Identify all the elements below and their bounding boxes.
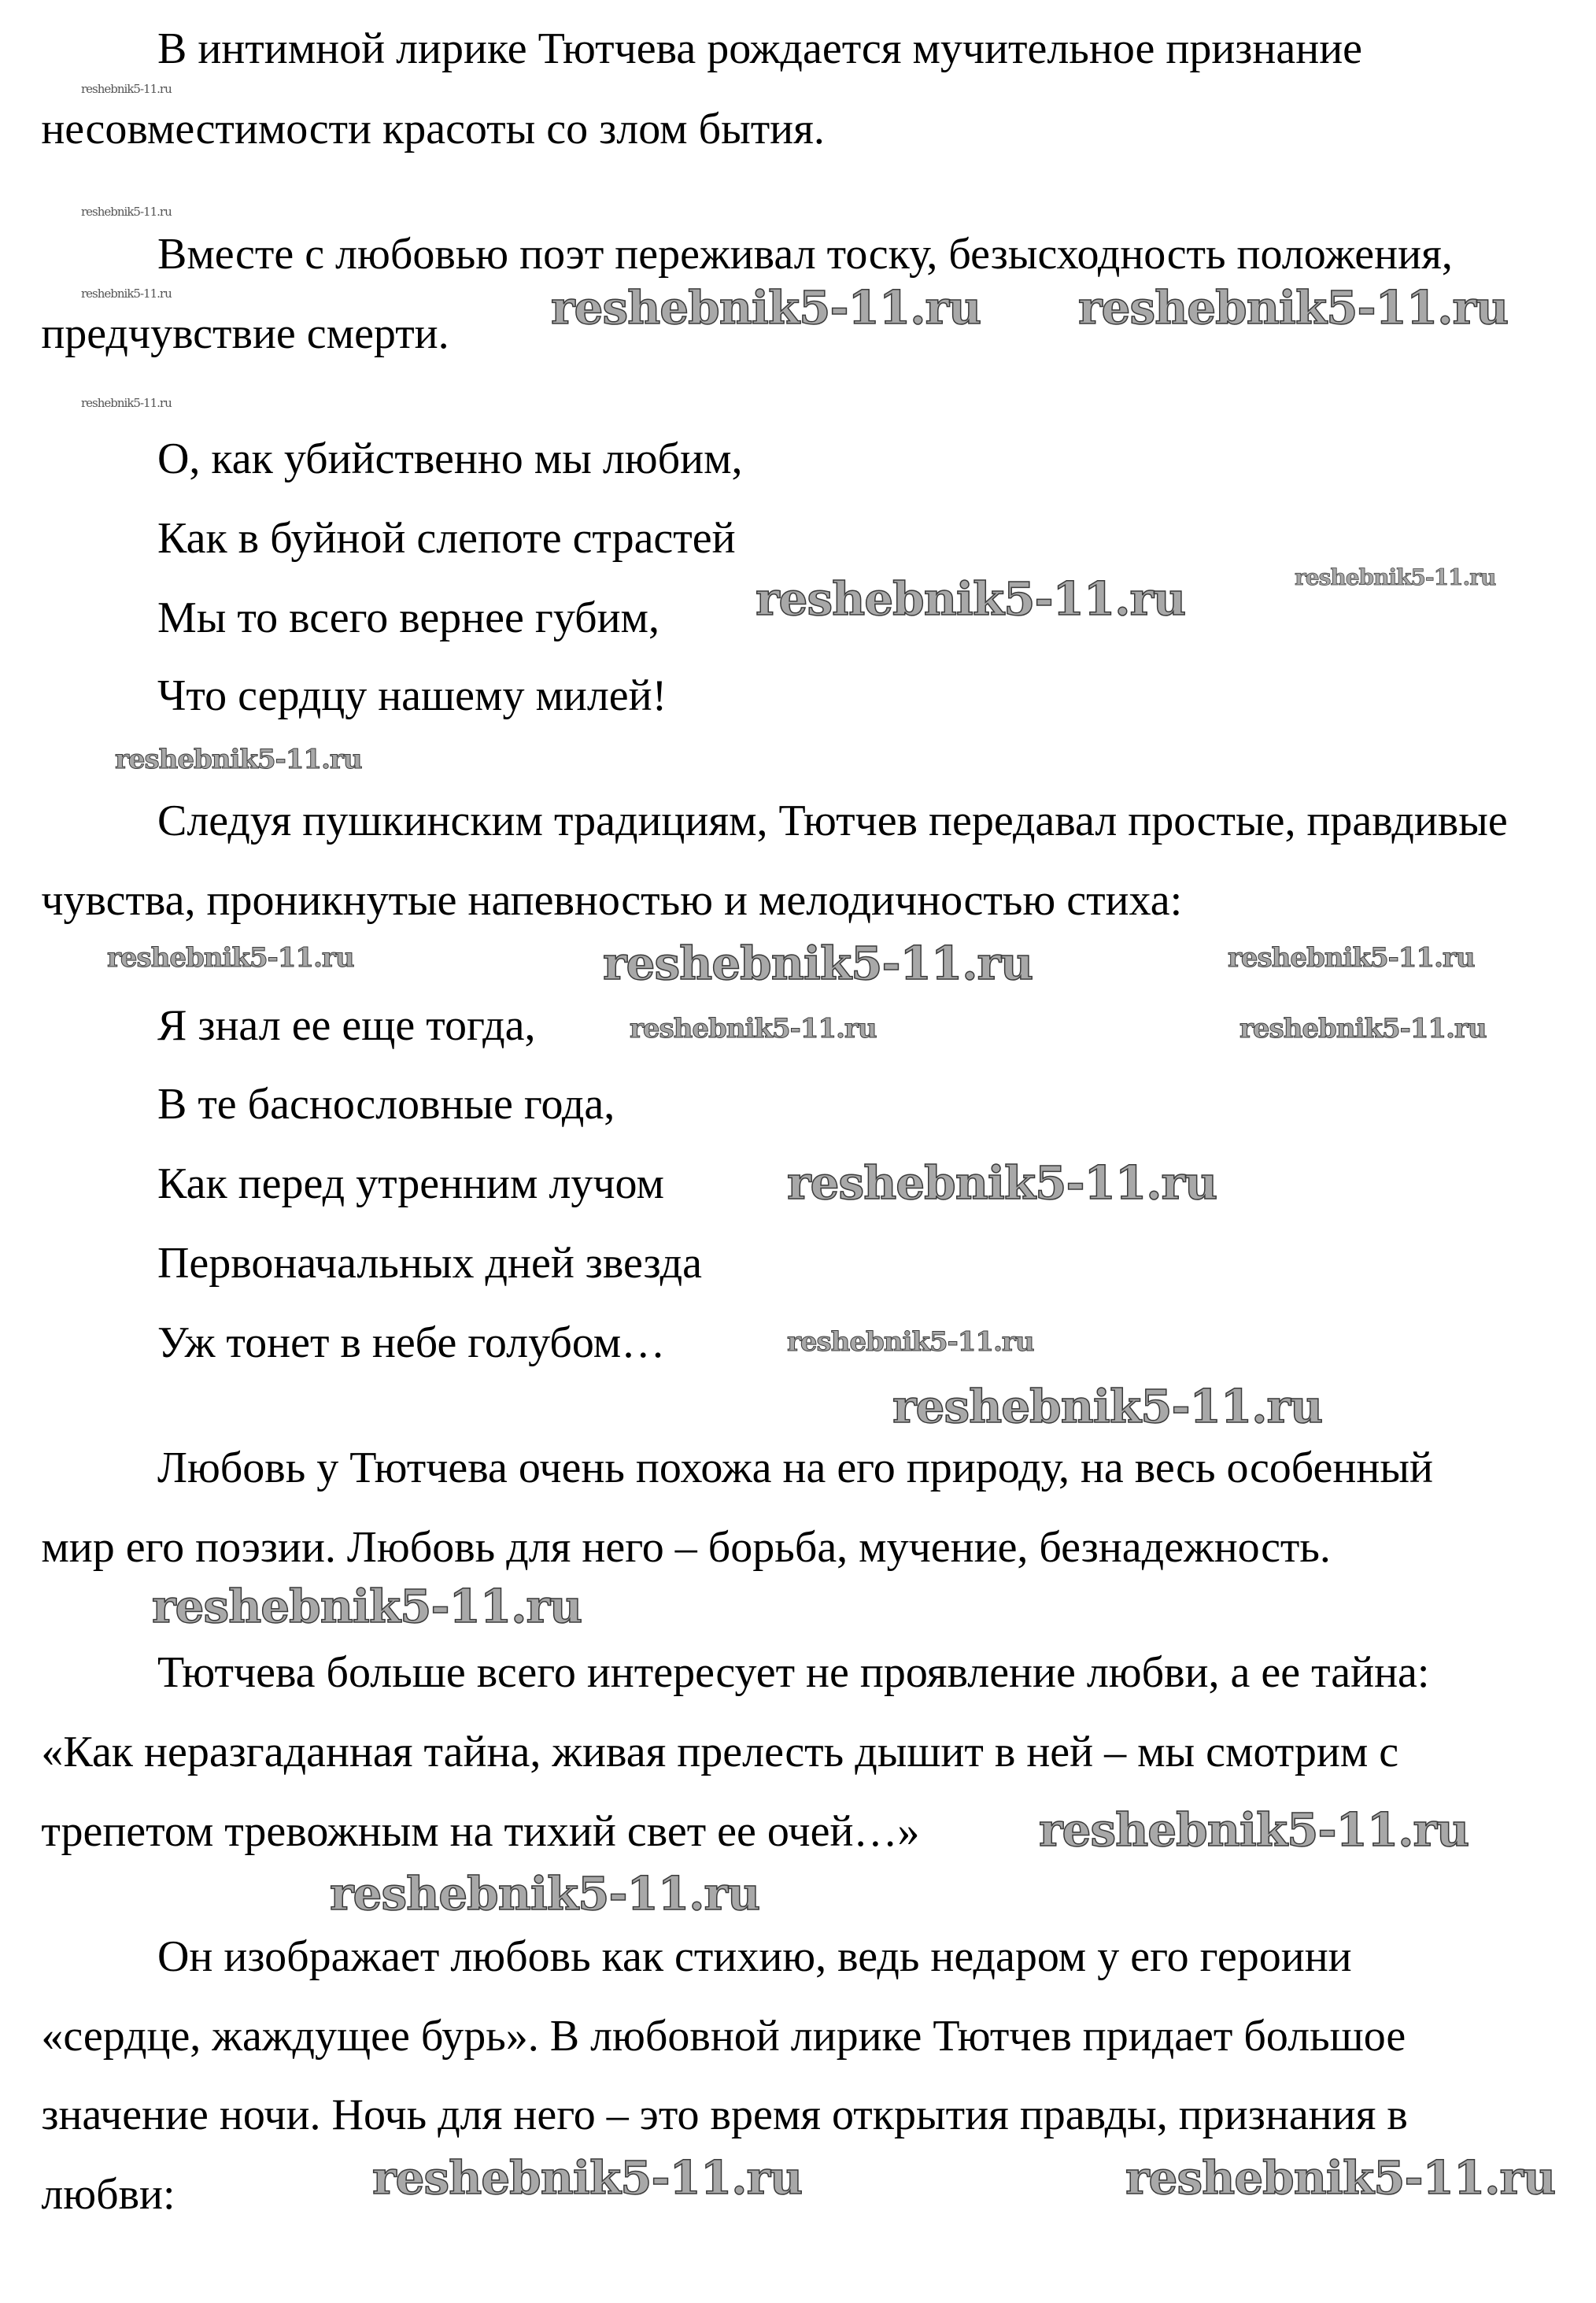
watermark: reshebnik5-11.ru — [330, 1867, 760, 1920]
text-line: Тютчева больше всего интересует не проявление любви, а ее тайна: — [157, 1647, 1430, 1697]
watermark: reshebnik5-11.ru — [115, 744, 362, 775]
watermark: reshebnik5-11.ru — [81, 205, 172, 219]
watermark: reshebnik5-11.ru — [81, 396, 172, 410]
text-line: Первоначальных дней звезда — [157, 1239, 703, 1288]
text-line: «Как неразгаданная тайна, живая прелесть дышит в ней – мы смотрим с — [41, 1727, 1399, 1776]
watermark: reshebnik5-11.ru — [603, 937, 1033, 990]
watermark: reshebnik5-11.ru — [1295, 564, 1496, 590]
text-line: значение ночи. Ночь для него – это время открытия правды, признания в — [41, 2090, 1408, 2140]
watermark: reshebnik5-11.ru — [372, 2151, 803, 2205]
watermark: reshebnik5-11.ru — [551, 281, 981, 335]
watermark: reshebnik5-11.ru — [107, 942, 354, 974]
text-line: В те баснословные года, — [157, 1080, 615, 1129]
text-line: Он изображает любовь как стихию, ведь недаром у его героини — [157, 1931, 1352, 1981]
watermark: reshebnik5-11.ru — [81, 82, 172, 96]
watermark: reshebnik5-11.ru — [630, 1013, 877, 1044]
text-line: мир его поэзии. Любовь для него – борьба, мучение, безнадежность. — [41, 1523, 1331, 1573]
watermark: reshebnik5-11.ru — [756, 572, 1186, 626]
watermark: reshebnik5-11.ru — [1239, 1013, 1487, 1044]
watermark: reshebnik5-11.ru — [1039, 1803, 1469, 1857]
text-line: В интимной лирике Тютчева рождается мучительное признание — [157, 24, 1363, 73]
watermark: reshebnik5-11.ru — [1078, 281, 1509, 335]
text-line: Вместе с любовью поэт переживал тоску, безысходность положения, — [157, 230, 1453, 279]
text-line: Как перед утренним лучом — [157, 1159, 664, 1209]
text-line: Я знал ее еще тогда, — [157, 1000, 536, 1050]
text-line: Следуя пушкинским традициям, Тютчев передавал простые, правдивые — [157, 796, 1508, 845]
text-line: любви: — [41, 2170, 175, 2220]
text-line: «сердце, жаждущее бурь». В любовной лирике Тютчев придает большое — [41, 2011, 1406, 2061]
watermark: reshebnik5-11.ru — [152, 1580, 582, 1633]
text-line: Как в буйной слепоте страстей — [157, 513, 736, 563]
text-line: Уж тонет в небе голубом… — [157, 1318, 666, 1368]
text-line: Что сердцу нашему милей! — [157, 671, 667, 720]
text-line: Любовь у Тютчева очень похожа на его природу, на весь особенный — [157, 1444, 1433, 1493]
watermark: reshebnik5-11.ru — [787, 1156, 1217, 1210]
watermark: reshebnik5-11.ru — [787, 1326, 1034, 1358]
watermark: reshebnik5-11.ru — [81, 286, 172, 301]
watermark: reshebnik5-11.ru — [1125, 2151, 1556, 2205]
watermark: reshebnik5-11.ru — [892, 1380, 1323, 1433]
text-line: трепетом тревожным на тихий свет ее очей…» — [41, 1806, 920, 1856]
text-line: предчувствие смерти. — [41, 309, 449, 359]
text-line: Мы то всего вернее губим, — [157, 593, 659, 642]
text-line: несовместимости красоты со злом бытия. — [41, 105, 825, 154]
watermark: reshebnik5-11.ru — [1228, 942, 1475, 974]
text-line: О, как убийственно мы любим, — [157, 434, 743, 483]
text-line: чувства, проникнутые напевностью и мелодичностью стиха: — [41, 875, 1183, 925]
